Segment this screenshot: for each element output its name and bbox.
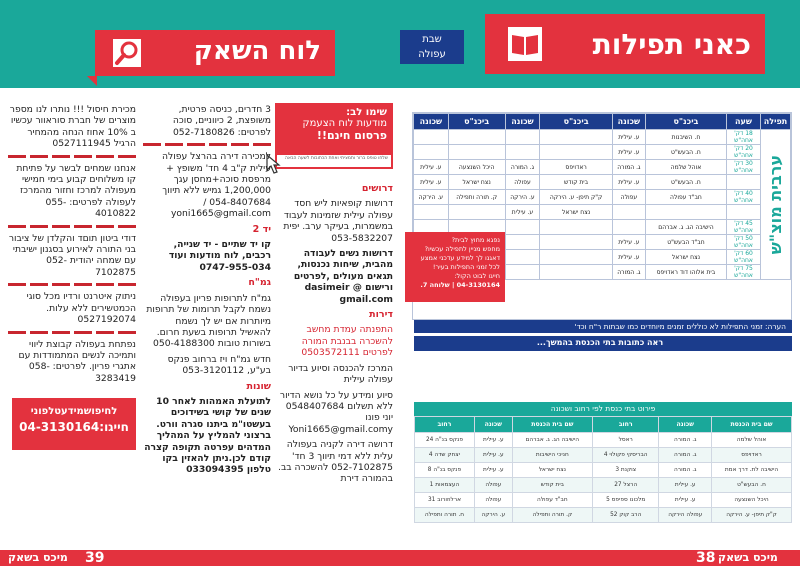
address-cell: חניכי הישיבות: [512, 448, 592, 463]
address-header-5: רחוב: [415, 417, 475, 433]
schedule-header-7: שכונה: [414, 114, 449, 130]
contact-line2: חייגו:04-3130164: [19, 420, 129, 434]
shabbat-badge: [400, 30, 464, 64]
address-cell: הישיבה לת. דרך אמת: [712, 463, 792, 478]
schedule-cell: [540, 235, 613, 250]
middle-col-ad-3: דירות: [369, 309, 393, 321]
left-col-ad-6: ניתוק איטרנט ורדיו מכל סוגי הכמטשירים ללא עלות. 0527192074: [26, 291, 136, 326]
address-cell: פנקס בנ"ה 8: [415, 463, 475, 478]
schedule-cell: ק. תורה ותפילה: [448, 190, 505, 205]
address-cell: ראסל: [593, 433, 659, 448]
schedule-cell: בית אלוהו דוד ראדויפס: [645, 265, 726, 280]
address-cell: ג. המורה: [659, 433, 712, 448]
schedule-cell: 60 דק' אחה"ש: [727, 250, 761, 265]
address-header-0: שם בית הכנסת: [712, 417, 792, 433]
left-col-ad-0: מכירת חיסול !!! נותרו לנו מספר מוצרים של חברת סוראוור עכשיו ב 10% אחוז הנחה מהמחיר הרגיל 0527111945: [9, 104, 136, 150]
ad-box-line3: פרסום חינם!!: [316, 129, 387, 142]
address-header-3: שם בית הכנסת: [512, 417, 592, 433]
schedule-cell: עפולה: [505, 175, 540, 190]
classifieds-col-left: [8, 104, 136, 404]
address-cell: ג. המורה: [659, 463, 712, 478]
address-cell: פנקס בנ"ה 24: [415, 433, 475, 448]
middle-col-ad-7: דרושה דירה לקניה בעפולה עלית ללא דמי תיווך 3 חד' 052-7102875 להשכרה בב. בהמורה דירת: [278, 439, 393, 485]
left-footer-brand: מיכס בשאק: [8, 551, 68, 564]
divider: [8, 331, 136, 334]
callout-line5: חייגו לבוט הקול:: [454, 272, 500, 280]
classifieds-col-middle: [275, 183, 393, 533]
schedule-cell: [540, 145, 613, 160]
address-cell: ע. עילית: [659, 493, 712, 508]
schedule-row: [414, 145, 791, 160]
middle-col-ad-6: סיוע ומידע על כל נושא הדיור ללא תשלום 0548407684 יוני פונו Yoni1665@gmail.comy: [279, 389, 393, 435]
middle-col-ad-0: דרושים: [361, 183, 393, 194]
schedule-cell: 40 דק' אחה"ש: [727, 190, 761, 205]
schedule-header-3: שכונה: [612, 114, 645, 130]
address-cell: ק. תורה ותפילה: [512, 508, 592, 523]
schedule-cell: ג. המורה: [612, 160, 645, 175]
schedule-cell: [727, 175, 761, 190]
schedule-cell: [540, 130, 613, 145]
address-cell: צוקנת 3: [593, 463, 659, 478]
address-cell: חב"ד עפולה: [512, 493, 592, 508]
callout-line3: דאגנו לך למידע עדכני אמצע: [420, 254, 500, 262]
schedule-side-label: ערבית מוצ"ש: [761, 130, 791, 280]
prayer-book-icon: [505, 24, 545, 64]
schedule-row: [414, 175, 791, 190]
address-row: [415, 448, 792, 463]
schedule-cell: נצח ישראל: [645, 250, 726, 265]
schedule-cell: 20 דק' אחה"ש: [727, 145, 761, 160]
address-cell: עפולה: [474, 478, 512, 493]
schedule-cell: [414, 145, 449, 160]
divider: [8, 283, 136, 286]
schedule-cell: נצח ישראל: [448, 175, 505, 190]
schedule-row: [414, 130, 791, 145]
right-col-ad-3: יד 2: [252, 223, 271, 235]
schedule-cell: [505, 250, 540, 265]
schedule-header-6: ביכנ"ס: [448, 114, 505, 130]
callout-line2: מחפש מניין לתפילה עכשיו?: [424, 245, 500, 253]
address-cell: אוהל שלמה: [712, 433, 792, 448]
left-page-title: לוח השאק: [193, 36, 321, 66]
schedule-header-1: שעה: [727, 114, 761, 130]
left-col-ad-8: נפתחת בעפולה קבוצת ליווי ותמיכה לנשים המתמודדות עם אתגרי פריון. לפרטים: 058-3283419: [18, 338, 136, 384]
schedule-cell: ח. השיבנות: [645, 130, 726, 145]
divider: [8, 155, 136, 158]
address-header-2: רחוב: [593, 417, 659, 433]
schedule-cell: ח. הבעש"ט: [645, 175, 726, 190]
right-col-ad-0: 3 חדרים, כניסה פרטית, משופצת, 2 כיווניים, סוכה לפרטים: 052-7180826: [172, 104, 271, 138]
schedule-cell: ע. הירקה: [414, 190, 449, 205]
middle-col-ad-2: דרושות נשים לעבודה מהבית, שיחות נכנסות, תגאים מעולים ,לפרטים ורישום @ dasimeir gmail.com: [293, 248, 393, 305]
schedule-cell: ע. עילית: [612, 235, 645, 250]
address-cell: העצמאות 1: [415, 478, 475, 493]
address-cell: הבריסקי פקולוי 4: [593, 448, 659, 463]
divider: [143, 143, 271, 146]
schedule-cell: ע. עילית: [414, 175, 449, 190]
address-cell: היכל השנצעה: [712, 493, 792, 508]
address-cell: הרצל 27: [593, 478, 659, 493]
schedule-cell: נצח ישראל: [540, 205, 613, 220]
schedule-header-4: ביכנ"ס: [540, 114, 613, 130]
address-cell: בית קודש: [512, 478, 592, 493]
address-cell: עפולה: [474, 493, 512, 508]
address-cell: ח. תורה ותפילה: [415, 508, 475, 523]
schedule-cell: [505, 130, 540, 145]
divider: [8, 225, 136, 228]
schedule-cell: ע. עילית: [505, 205, 540, 220]
address-cell: נצח ישראל: [512, 463, 592, 478]
schedule-cell: ע. עילית: [612, 130, 645, 145]
schedule-cell: [540, 265, 613, 280]
schedule-cell: [540, 220, 613, 235]
badge-line1: שבת: [422, 34, 442, 45]
schedule-cell: ע. עילית: [612, 145, 645, 160]
address-cell: הרב קוק 52: [593, 508, 659, 523]
right-page-number: 38: [696, 550, 716, 566]
address-row: [415, 493, 792, 508]
schedule-cell: [612, 205, 645, 220]
schedule-cell: 18 דק' אחה"ש: [727, 130, 761, 145]
schedule-cell: [448, 130, 505, 145]
schedule-cell: עפולה: [612, 190, 645, 205]
right-col-ad-9: לתועלת האמהות לאחר 10 שנים של קושי בשידוכים בעשטו"מ ביתנו סגרה וורט. ברצוני להמליץ על המהליך המדהים עפרטה תקופה קצרה קודם לכן.ניתן להאזין בקו טלפון 033094395: [144, 395, 271, 476]
classifieds-col-right: [143, 104, 271, 534]
schedule-cell: [727, 205, 761, 220]
left-page-number: 39: [85, 550, 105, 566]
schedule-cell: ק"ק תיפן- ע. הירקה: [540, 190, 613, 205]
right-col-ad-6: גמ"ח לתרופות פריון בעפולה נשמח לקבל תרומות של תרופות מיותרות אם יש לך נשמח להאשיל תרופות בשעת חרום. בשורות טובות 050-4188300: [146, 292, 271, 350]
schedule-cell: ע. עילית: [612, 250, 645, 265]
addresses-table: [414, 416, 792, 523]
right-col-ad-2: למכירה דירה בהרצל עפולה עילית ק"ב 4 חד' משופץ + מרפסת סוכה+מחסן עגך 1,200,000 גמיש ללא תיווך 054-8407684 / yoni1665@gmail.com: [162, 151, 271, 220]
schedule-cell: היכל השנצעה: [448, 160, 505, 175]
address-cell: ע. עילית: [474, 433, 512, 448]
left-footer: [0, 550, 400, 566]
schedule-cell: [505, 145, 540, 160]
schedule-cell: חב"ד הבעש"ט: [645, 235, 726, 250]
address-header-1: שכונה: [659, 417, 712, 433]
schedule-header-0: תפילה: [761, 114, 791, 130]
callout-line4: לכל זמני התפילות בעיר!: [432, 263, 500, 271]
schedule-cell: [448, 145, 505, 160]
callout-line1: נפגא מחוץ לבית?: [451, 236, 500, 244]
middle-col-ad-4: התפנתה עמדת מחשב להשכרה בבנבת המורה לפרטים 0503572111: [301, 324, 393, 359]
schedule-cell: ג. המורה: [505, 160, 540, 175]
address-cell: הישיבה הג. ג. אברהם: [512, 433, 592, 448]
schedule-cell: [612, 220, 645, 235]
address-cell: ראדויפס: [712, 448, 792, 463]
right-footer: [400, 550, 800, 566]
right-col-ad-7: חדש גמ"ח ויז ברחוב פנקס בע"ע, 053-3120112: [167, 353, 271, 377]
schedule-cell: [540, 250, 613, 265]
right-col-ad-8: שונות: [246, 380, 271, 392]
schedule-cell: בית קודש: [540, 175, 613, 190]
schedule-cell: [414, 205, 449, 220]
right-footer-brand: מיכס בשאק: [718, 551, 778, 564]
schedule-cell: ג. המורה: [612, 265, 645, 280]
address-cell: ח. הבעש"ט: [712, 478, 792, 493]
schedule-cell: [505, 265, 540, 280]
address-cell: עפולה הירקה: [659, 508, 712, 523]
schedule-row: [414, 205, 791, 220]
addresses-title: פירוט בתי כנסת לפי רחוב ושכונה: [414, 402, 792, 416]
bot-callout: [405, 232, 505, 302]
right-col-ad-5: גמ"ח: [248, 277, 271, 289]
schedule-cell: 50 דק' אחה"ש: [727, 235, 761, 250]
schedule-row: [414, 160, 791, 175]
address-cell: ג. המורה: [659, 448, 712, 463]
address-cell: ע. עילית: [659, 478, 712, 493]
middle-col-ad-1: דרושות קופאיות ליש חסד עפולה עילית שזמינות לעבוד במשמרות, בעיקר ערב. יפית 053-5832207: [283, 198, 393, 244]
schedule-cell: [414, 130, 449, 145]
address-row: [415, 463, 792, 478]
schedule-cell: ע. הירקה: [505, 190, 540, 205]
schedule-cell: [645, 205, 726, 220]
schedule-cell: ראדויפס: [540, 160, 613, 175]
schedule-cell: [505, 235, 540, 250]
schedule-cell: ע. עילית: [414, 160, 449, 175]
schedule-cell: הישיבה הג. ג. אברהם: [645, 220, 726, 235]
right-page-title: כאני תפילות: [592, 28, 751, 61]
address-row: [415, 478, 792, 493]
contact-line1: לחיפושמידעטלפוני: [30, 406, 118, 417]
ad-box-line1: שימו לב:: [346, 107, 387, 118]
schedule-cell: 30 דק' אחה"ש: [727, 160, 761, 175]
left-col-ad-2: אנחנו שמחים לבשר על פתיחת קו משלוחים קבוע בימי חמישי מעפולה למרכז וחזור מהמרכז לעפולה לפרטים: 055-4010822: [16, 162, 136, 220]
address-cell: ק"ק תיפן- ע. הירקה: [712, 508, 792, 523]
address-cell: מלכונו ספיפס 5: [593, 493, 659, 508]
address-cell: ארלוזורוב 31: [415, 493, 475, 508]
address-cell: ע. עילית: [474, 463, 512, 478]
address-cell: ע. הירקה: [474, 508, 512, 523]
badge-line2: עפולה: [418, 49, 446, 60]
middle-col-ad-5: המרכז להכנסה וסיוע בדיור עפולה עילית: [288, 362, 393, 386]
schedule-cell: [448, 205, 505, 220]
schedule-note2: ראה כתובות בתי הכנסת בהמשך...: [414, 336, 792, 351]
schedule-cell: ע. עילית: [612, 175, 645, 190]
schedule-header-5: שכונה: [505, 114, 540, 130]
contact-box: [12, 398, 136, 450]
magnifier-icon: [110, 36, 144, 70]
address-row: [415, 433, 792, 448]
address-cell: יצחק שדה 4: [415, 448, 475, 463]
left-col-ad-4: דודי ביטון תוםד והקלדן של ציבור בני התורה לאירוע בסגנון ישיבתי עם שמחה יהודית 052-7102875: [8, 232, 136, 278]
schedule-header-2: ביכנ"ס: [645, 114, 726, 130]
address-row: [415, 508, 792, 523]
right-col-ad-4: קו יד שתיים - יד שנייה, רכבים, לוח מודעות ועוד 0747-955-034: [168, 239, 271, 273]
callout-line6: 04-3130164 | שלוחה 7.: [420, 281, 500, 289]
schedule-cell: 45 דק' אחה"ש: [727, 220, 761, 235]
ad-box: [275, 103, 393, 169]
ad-box-line4: שלחו טופס ברור ותמציתי ואחת הכתובות לשעה הבאה: [285, 156, 388, 161]
right-page: [400, 0, 800, 566]
schedule-cell: 75 דק' אחה"ש: [727, 265, 761, 280]
schedule-cell: [505, 220, 540, 235]
schedule-cell: חב"ד עפולה: [645, 190, 726, 205]
schedule-note: הערה: זמני התפילות לא כוללים זמנים מיוחדים כמו שבתות ר"ח וכד': [414, 320, 792, 333]
address-cell: ע. עילית: [474, 448, 512, 463]
ad-box-line2: מודעות לוח הצעמק: [302, 118, 387, 129]
schedule-cell: אוהל שלמה: [645, 160, 726, 175]
schedule-row: [414, 190, 791, 205]
schedule-cell: ח. הבעש"ט: [645, 145, 726, 160]
address-header-4: שכונה: [474, 417, 512, 433]
